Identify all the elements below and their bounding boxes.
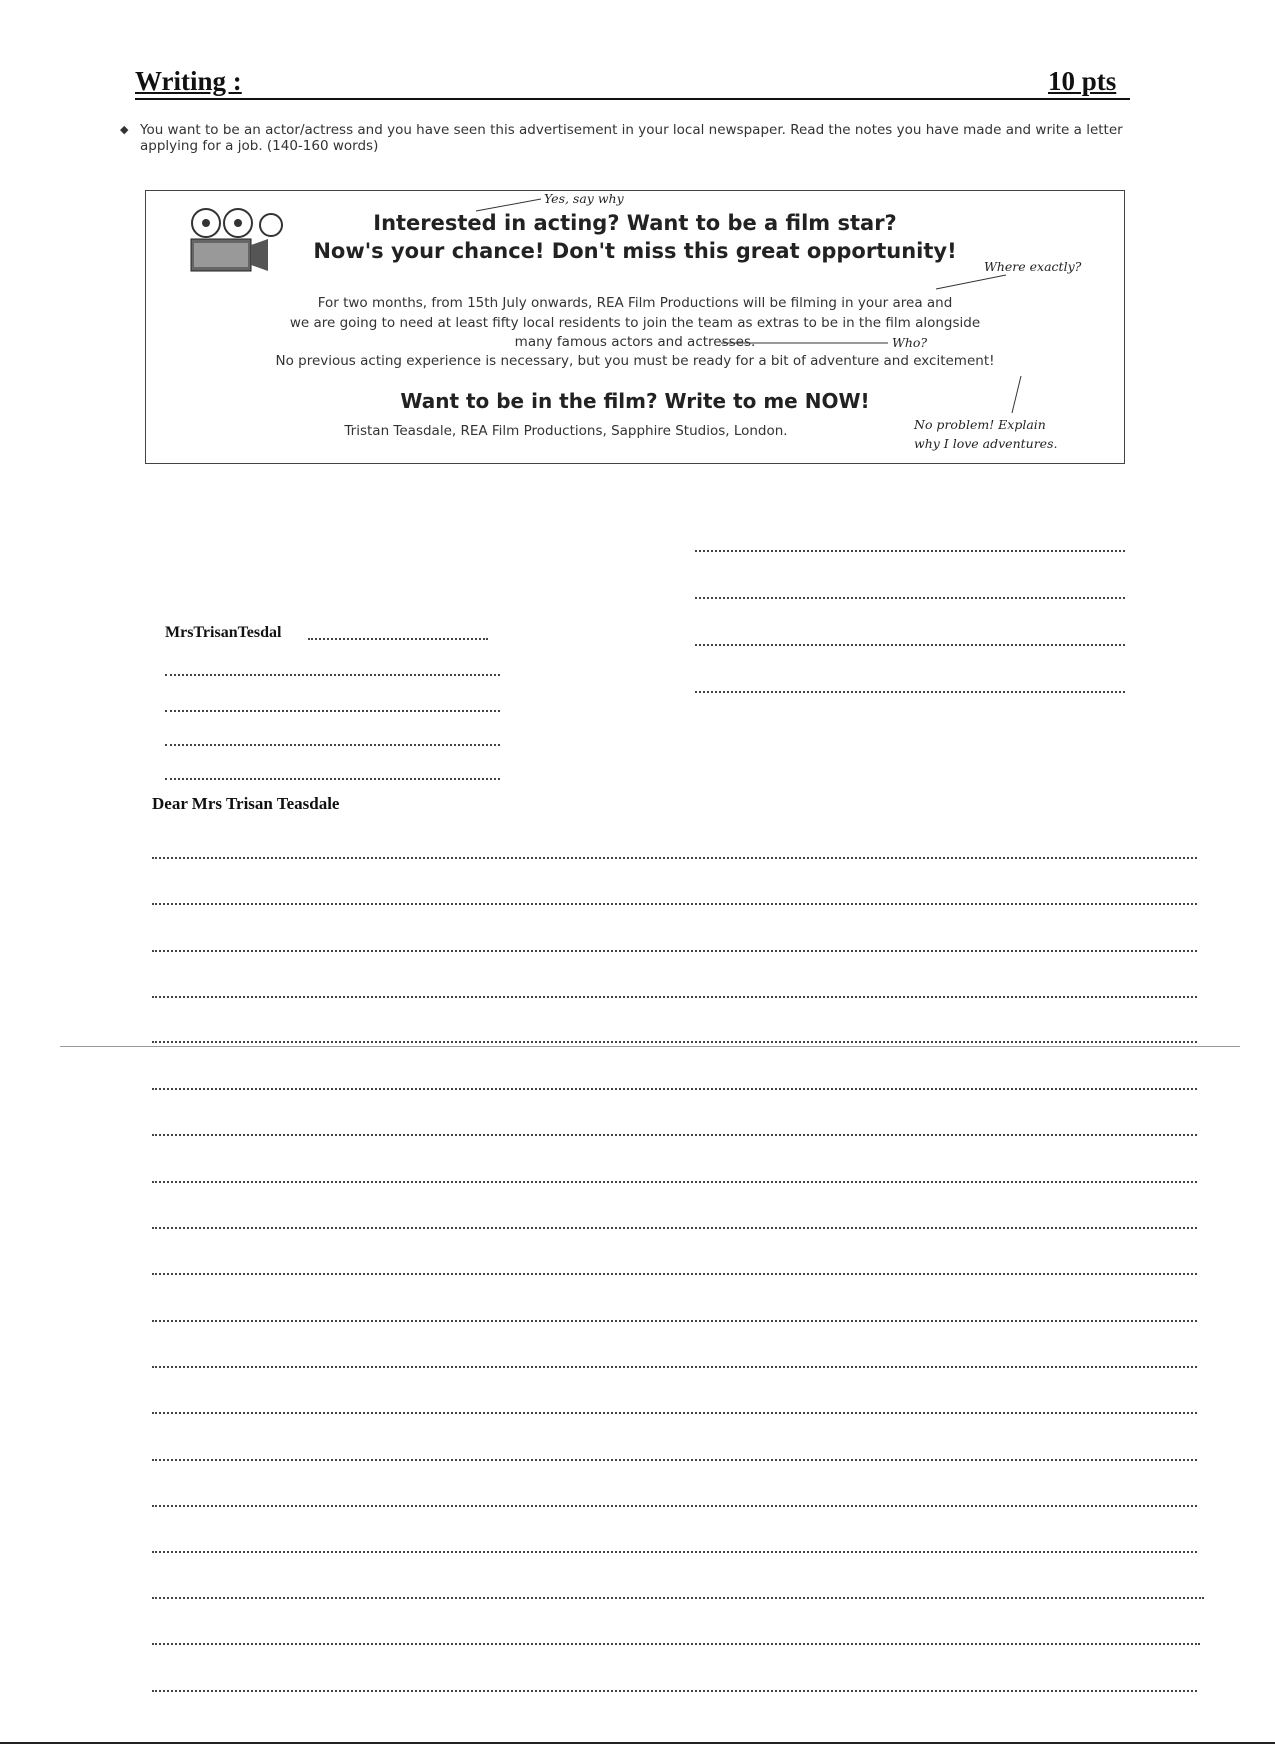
note-who: Who? xyxy=(892,335,928,350)
writing-line[interactable] xyxy=(152,1041,1197,1043)
recipient-name-line[interactable] xyxy=(308,638,488,640)
recipient-name: MrsTrisanTesdal xyxy=(165,624,282,641)
advert-body-line-4: No previous acting experience is necessary, but you must be ready for a bit of adventure and excitement! xyxy=(275,353,995,369)
note-yes-say-why: Yes, say why xyxy=(544,191,624,206)
advert-call-to-action: Want to be in the film? Write to me NOW! xyxy=(400,389,870,413)
advert-headline-2: Now's your chance! Don't miss this great opportunity! xyxy=(313,239,957,263)
task-instruction xyxy=(120,122,1150,154)
advert-headline-1: Interested in acting? Want to be a film star? xyxy=(373,211,897,235)
writing-line[interactable] xyxy=(152,1643,1200,1645)
recipient-address-line[interactable] xyxy=(165,778,500,780)
writing-line[interactable] xyxy=(152,1505,1197,1507)
writing-line[interactable] xyxy=(152,1181,1197,1183)
writing-line[interactable] xyxy=(152,1551,1197,1553)
page-bottom-rule xyxy=(0,1742,1275,1744)
note-no-problem-line-2: why I love adventures. xyxy=(914,436,1058,451)
writing-line[interactable] xyxy=(152,1273,1197,1275)
advert-body-line-2: we are going to need at least fifty local residents to join the team as extras to be in the film alongside xyxy=(289,315,981,331)
header-underline xyxy=(135,98,1130,100)
points-label: 10 pts xyxy=(1048,66,1117,96)
writing-line[interactable] xyxy=(152,950,1197,952)
recipient-address-line[interactable] xyxy=(165,744,500,746)
letter-salutation: Dear Mrs Trisan Teasdale xyxy=(152,794,340,813)
writing-line[interactable] xyxy=(152,1088,1197,1090)
writing-line[interactable] xyxy=(152,857,1197,859)
sender-address-line[interactable] xyxy=(695,691,1125,693)
writing-line[interactable] xyxy=(152,1320,1197,1322)
advert-contact: Tristan Teasdale, REA Film Productions, Sapphire Studios, London. xyxy=(344,423,788,439)
section-title: Writing : xyxy=(135,66,242,96)
writing-line[interactable] xyxy=(152,1366,1197,1368)
writing-line[interactable] xyxy=(152,1134,1197,1136)
writing-line[interactable] xyxy=(152,1412,1197,1414)
sender-address-line[interactable] xyxy=(695,597,1125,599)
instruction-text: You want to be an actor/actress and you have seen this advertisement in your local newspaper. Read the notes you have made and write a letter applying for a job. (140-160 words) xyxy=(140,122,1123,154)
fold-line xyxy=(60,1046,1240,1047)
advert-body-line-3: many famous actors and actresses. xyxy=(514,334,756,350)
recipient-address-line[interactable] xyxy=(165,710,500,712)
writing-line[interactable] xyxy=(152,1227,1197,1229)
writing-line[interactable] xyxy=(152,1597,1204,1599)
bullet-icon: ◆ xyxy=(120,123,129,136)
writing-line[interactable] xyxy=(152,1690,1197,1692)
note-where-exactly: Where exactly? xyxy=(984,259,1082,274)
writing-line[interactable] xyxy=(152,903,1197,905)
sender-address-line[interactable] xyxy=(695,644,1125,646)
advertisement-box xyxy=(145,190,1125,464)
recipient-address-line[interactable] xyxy=(165,674,500,676)
writing-line[interactable] xyxy=(152,996,1197,998)
writing-line[interactable] xyxy=(152,1459,1197,1461)
note-arrows xyxy=(146,191,1124,463)
note-no-problem-line-1: No problem! Explain xyxy=(914,417,1046,432)
sender-address-line[interactable] xyxy=(695,550,1125,552)
advert-body-line-1: For two months, from 15th July onwards, REA Film Productions will be filming in your area and xyxy=(317,295,953,311)
